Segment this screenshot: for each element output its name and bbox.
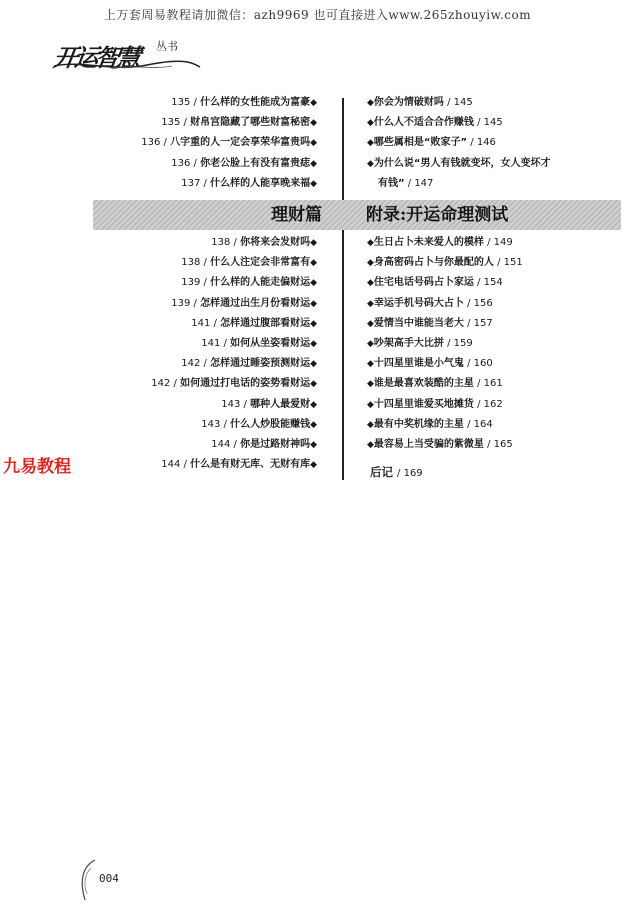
toc-entry-page: 156: [473, 297, 493, 309]
section-title-finance: 理财篇: [271, 205, 322, 225]
series-logo-tag: 丛书: [156, 40, 178, 53]
bullet-diamond-icon: ◆: [310, 359, 317, 370]
bullet-diamond-icon: ◆: [310, 278, 317, 289]
toc-entry: 135 / 财帛宫隐藏了哪些财富秘密◆: [161, 117, 317, 129]
bullet-diamond-icon: ◆: [310, 138, 317, 149]
toc-entry-page: 160: [473, 358, 493, 370]
bullet-diamond-icon: ◆: [310, 338, 317, 349]
toc-entry-page: 161: [483, 378, 503, 390]
bullet-diamond-icon: ◆: [310, 118, 317, 129]
toc-entry-page: 136: [171, 157, 191, 169]
toc-entry-page: 139: [181, 277, 201, 289]
series-logo: [52, 36, 202, 70]
toc-entry-title: 哪种人最爱财: [250, 398, 311, 410]
toc-entry-page: 141: [201, 337, 221, 349]
toc-entry: ◆最容易上当受骗的紫微星 / 165: [367, 438, 513, 450]
toc-entry-page: 142: [151, 378, 171, 390]
bullet-diamond-icon: ◆: [367, 338, 374, 349]
toc-entry-title: 什么样的女性能成为富豪: [200, 97, 311, 108]
toc-entry-page: 145: [483, 117, 503, 129]
bullet-diamond-icon: ◆: [310, 98, 317, 108]
bullet-diamond-icon: ◆: [310, 258, 317, 269]
toc-entry-page: 154: [483, 277, 503, 289]
bullet-diamond-icon: ◆: [367, 399, 374, 410]
toc-entry-title: 什么样的人能享晚来福: [210, 177, 311, 189]
toc-entry-title: 十四星里谁是小气鬼: [373, 358, 464, 370]
toc-bottom-left-list: [120, 233, 317, 475]
toc-entry: ◆哪些属相是“败家子” / 146: [367, 137, 496, 149]
toc-entry-title: 有钱”: [378, 177, 405, 189]
toc-entry: 137 / 什么样的人能享晚来福◆: [181, 177, 317, 189]
toc-entry: 143 / 哪种人最爱财◆: [221, 398, 317, 410]
toc-entry: ◆你会为情破财吗 / 145: [367, 97, 473, 108]
toc-entry: 139 / 怎样通过出生月份看财运◆: [171, 297, 317, 309]
page-corner-ornament-icon: [77, 858, 99, 902]
toc-entry-title: 吵架高手大比拼: [373, 337, 444, 349]
bullet-diamond-icon: ◆: [367, 138, 374, 149]
bullet-diamond-icon: ◆: [310, 318, 317, 329]
bullet-diamond-icon: ◆: [367, 318, 374, 329]
bullet-diamond-icon: ◆: [367, 278, 374, 289]
toc-top-left-list: [120, 93, 317, 194]
toc-entry-page: 145: [453, 97, 473, 108]
toc-entry-page: 143: [201, 418, 221, 430]
toc-entry-page: 144: [161, 459, 181, 471]
bullet-diamond-icon: ◆: [310, 439, 317, 450]
bullet-diamond-icon: ◆: [367, 158, 374, 169]
bullet-diamond-icon: ◆: [310, 399, 317, 410]
toc-entry: ◆幸运手机号码大占卜 / 156: [367, 297, 493, 309]
toc-entry-page: 138: [181, 257, 201, 269]
bullet-diamond-icon: ◆: [367, 238, 374, 248]
toc-entry-page: 137: [181, 177, 201, 189]
toc-entry: 141 / 怎样通过腹部看财运◆: [191, 317, 317, 329]
bullet-diamond-icon: ◆: [367, 98, 374, 108]
toc-entry: 136 / 你老公脸上有没有富贵痣◆: [171, 157, 317, 169]
toc-entry-title: 哪些属相是“败家子”: [373, 137, 468, 149]
toc-entry-title: 什么人不适合合作赚钱: [373, 117, 474, 129]
toc-entry-page: 159: [453, 337, 473, 349]
bullet-diamond-icon: ◆: [310, 298, 317, 309]
toc-entry-page: 151: [503, 257, 523, 269]
series-logo-calligraphy: 开运智慧: [51, 43, 140, 72]
toc-afterword: 后记 / 169: [370, 465, 423, 479]
watermark: 九易教程: [3, 457, 71, 477]
toc-entry: ◆十四星里谁是小气鬼 / 160: [367, 358, 493, 370]
toc-bottom-right-list: [367, 233, 627, 455]
toc-entry-title: 什么人注定会非常富有: [210, 257, 311, 269]
toc-entry-page: 142: [181, 358, 201, 370]
toc-entry-title: 最有中奖机缘的主星: [373, 418, 464, 430]
toc-entry-title: 如何从坐姿看财运: [230, 337, 311, 349]
toc-entry: ◆爱情当中谁能当老大 / 157: [367, 317, 493, 329]
toc-top-right-list: [367, 93, 627, 194]
toc-entry-title: 谁是最喜欢装酷的主星: [373, 378, 474, 390]
toc-entry-page: 138: [211, 237, 231, 248]
toc-entry-title: 八字重的人一定会享荣华富贵吗: [170, 137, 311, 149]
toc-entry: 143 / 什么人炒股能赚钱◆: [201, 418, 317, 430]
bullet-diamond-icon: ◆: [367, 359, 374, 370]
toc-entry-title: 为什么说“男人有钱就变坏，女人变坏才: [373, 157, 551, 169]
toc-entry: 139 / 什么样的人能走偏财运◆: [181, 277, 317, 289]
toc-entry: 142 / 如何通过打电话的姿势看财运◆: [151, 378, 317, 390]
toc-entry: 138 / 你将来会发财吗◆: [211, 237, 317, 248]
toc-entry-page: 146: [476, 137, 496, 149]
bullet-diamond-icon: ◆: [310, 158, 317, 169]
toc-entry-title: 最容易上当受骗的紫微星: [373, 438, 484, 450]
bullet-diamond-icon: ◆: [367, 298, 374, 309]
toc-entry: ◆谁是最喜欢装酷的主星 / 161: [367, 378, 503, 390]
toc-entry-title: 住宅电话号码占卜家运: [373, 277, 474, 289]
toc-entry-title: 幸运手机号码大占卜: [373, 297, 464, 309]
toc-entry: 136 / 八字重的人一定会享荣华富贵吗◆: [141, 137, 317, 149]
section-band: [93, 200, 621, 230]
toc-entry: ◆最有中奖机缘的主星 / 164: [367, 418, 493, 430]
bullet-diamond-icon: ◆: [367, 118, 374, 129]
toc-entry-page: 136: [141, 137, 161, 149]
toc-entry-page: 164: [473, 418, 493, 430]
toc-entry-page: 143: [221, 398, 241, 410]
toc-entry-title: 十四星里谁爱买地摊货: [373, 398, 474, 410]
bullet-diamond-icon: ◆: [310, 178, 317, 189]
bullet-diamond-icon: ◆: [367, 439, 374, 450]
section-title-appendix: 附录:开运命理测试: [366, 205, 509, 225]
bullet-diamond-icon: ◆: [367, 419, 374, 430]
afterword-title: 后记: [370, 465, 393, 479]
top-banner: 上万套周易教程请加微信：azh9969 也可直接进入www.265zhouyiw.com: [103, 8, 532, 22]
page-number: 004: [99, 872, 119, 885]
toc-entry: 135 / 什么样的女性能成为富豪◆: [171, 97, 317, 108]
toc-entry: ◆十四星里谁爱买地摊货 / 162: [367, 398, 503, 410]
toc-entry: ◆什么人不适合合作赚钱 / 145: [367, 117, 503, 129]
toc-entry-title: 什么人炒股能赚钱: [230, 418, 311, 430]
toc-entry: 144 / 什么是有财无库、无财有库◆: [161, 459, 317, 471]
toc-entry-page: 162: [483, 398, 503, 410]
toc-entry: ◆身高密码占卜与你最配的人 / 151: [367, 257, 523, 269]
toc-entry-title: 你是过路财神吗: [240, 438, 311, 450]
toc-entry: 有钱” / 147: [378, 177, 434, 189]
toc-entry-title: 爱情当中谁能当老大: [373, 317, 464, 329]
toc-entry-title: 怎样通过出生月份看财运: [200, 297, 311, 309]
bullet-diamond-icon: ◆: [310, 419, 317, 430]
toc-entry-title: 身高密码占卜与你最配的人: [373, 257, 494, 269]
toc-entry-title: 你会为情破财吗: [373, 97, 444, 108]
bullet-diamond-icon: ◆: [367, 379, 374, 390]
toc-entry-page: 149: [493, 237, 513, 248]
toc-entry-page: 135: [171, 97, 191, 108]
toc-entry-page: 135: [161, 117, 181, 129]
toc-entry-title: 什么是有财无库、无财有库: [190, 459, 311, 471]
toc-entry: 141 / 如何从坐姿看财运◆: [201, 337, 317, 349]
toc-entry: ◆生日占卜未来爱人的模样 / 149: [367, 237, 513, 248]
toc-entry-page: 165: [493, 438, 513, 450]
toc-entry: 142 / 怎样通过睡姿预测财运◆: [181, 358, 317, 370]
toc-entry-title: 你老公脸上有没有富贵痣: [200, 157, 311, 169]
toc-entry: 138 / 什么人注定会非常富有◆: [181, 257, 317, 269]
bullet-diamond-icon: ◆: [310, 379, 317, 390]
toc-entry: 144 / 你是过路财神吗◆: [211, 438, 317, 450]
toc-entry: ◆住宅电话号码占卜家运 / 154: [367, 277, 503, 289]
toc-entry-title: 怎样通过睡姿预测财运: [210, 358, 311, 370]
toc-entry-page: 157: [473, 317, 493, 329]
bullet-diamond-icon: ◆: [367, 258, 374, 269]
toc-entry-title: 怎样通过腹部看财运: [220, 317, 311, 329]
toc-entry-title: 财帛宫隐藏了哪些财富秘密: [190, 117, 311, 129]
logo-swash-icon: [52, 58, 202, 72]
toc-entry-page: 139: [171, 297, 191, 309]
bullet-diamond-icon: ◆: [310, 460, 317, 471]
toc-entry-page: 147: [414, 177, 434, 189]
toc-entry-title: 你将来会发财吗: [240, 237, 311, 248]
toc-entry-page: 144: [211, 438, 231, 450]
toc-entry-title: 生日占卜未来爱人的模样: [373, 237, 484, 248]
bullet-diamond-icon: ◆: [310, 238, 317, 248]
toc-entry-page: 141: [191, 317, 211, 329]
column-divider: [342, 98, 344, 480]
toc-entry: [367, 154, 627, 174]
toc-entry-title: 什么样的人能走偏财运: [210, 277, 311, 289]
toc-entry-title: 如何通过打电话的姿势看财运: [180, 378, 311, 390]
afterword-page: 169: [403, 468, 423, 479]
toc-entry: ◆吵架高手大比拼 / 159: [367, 337, 473, 349]
